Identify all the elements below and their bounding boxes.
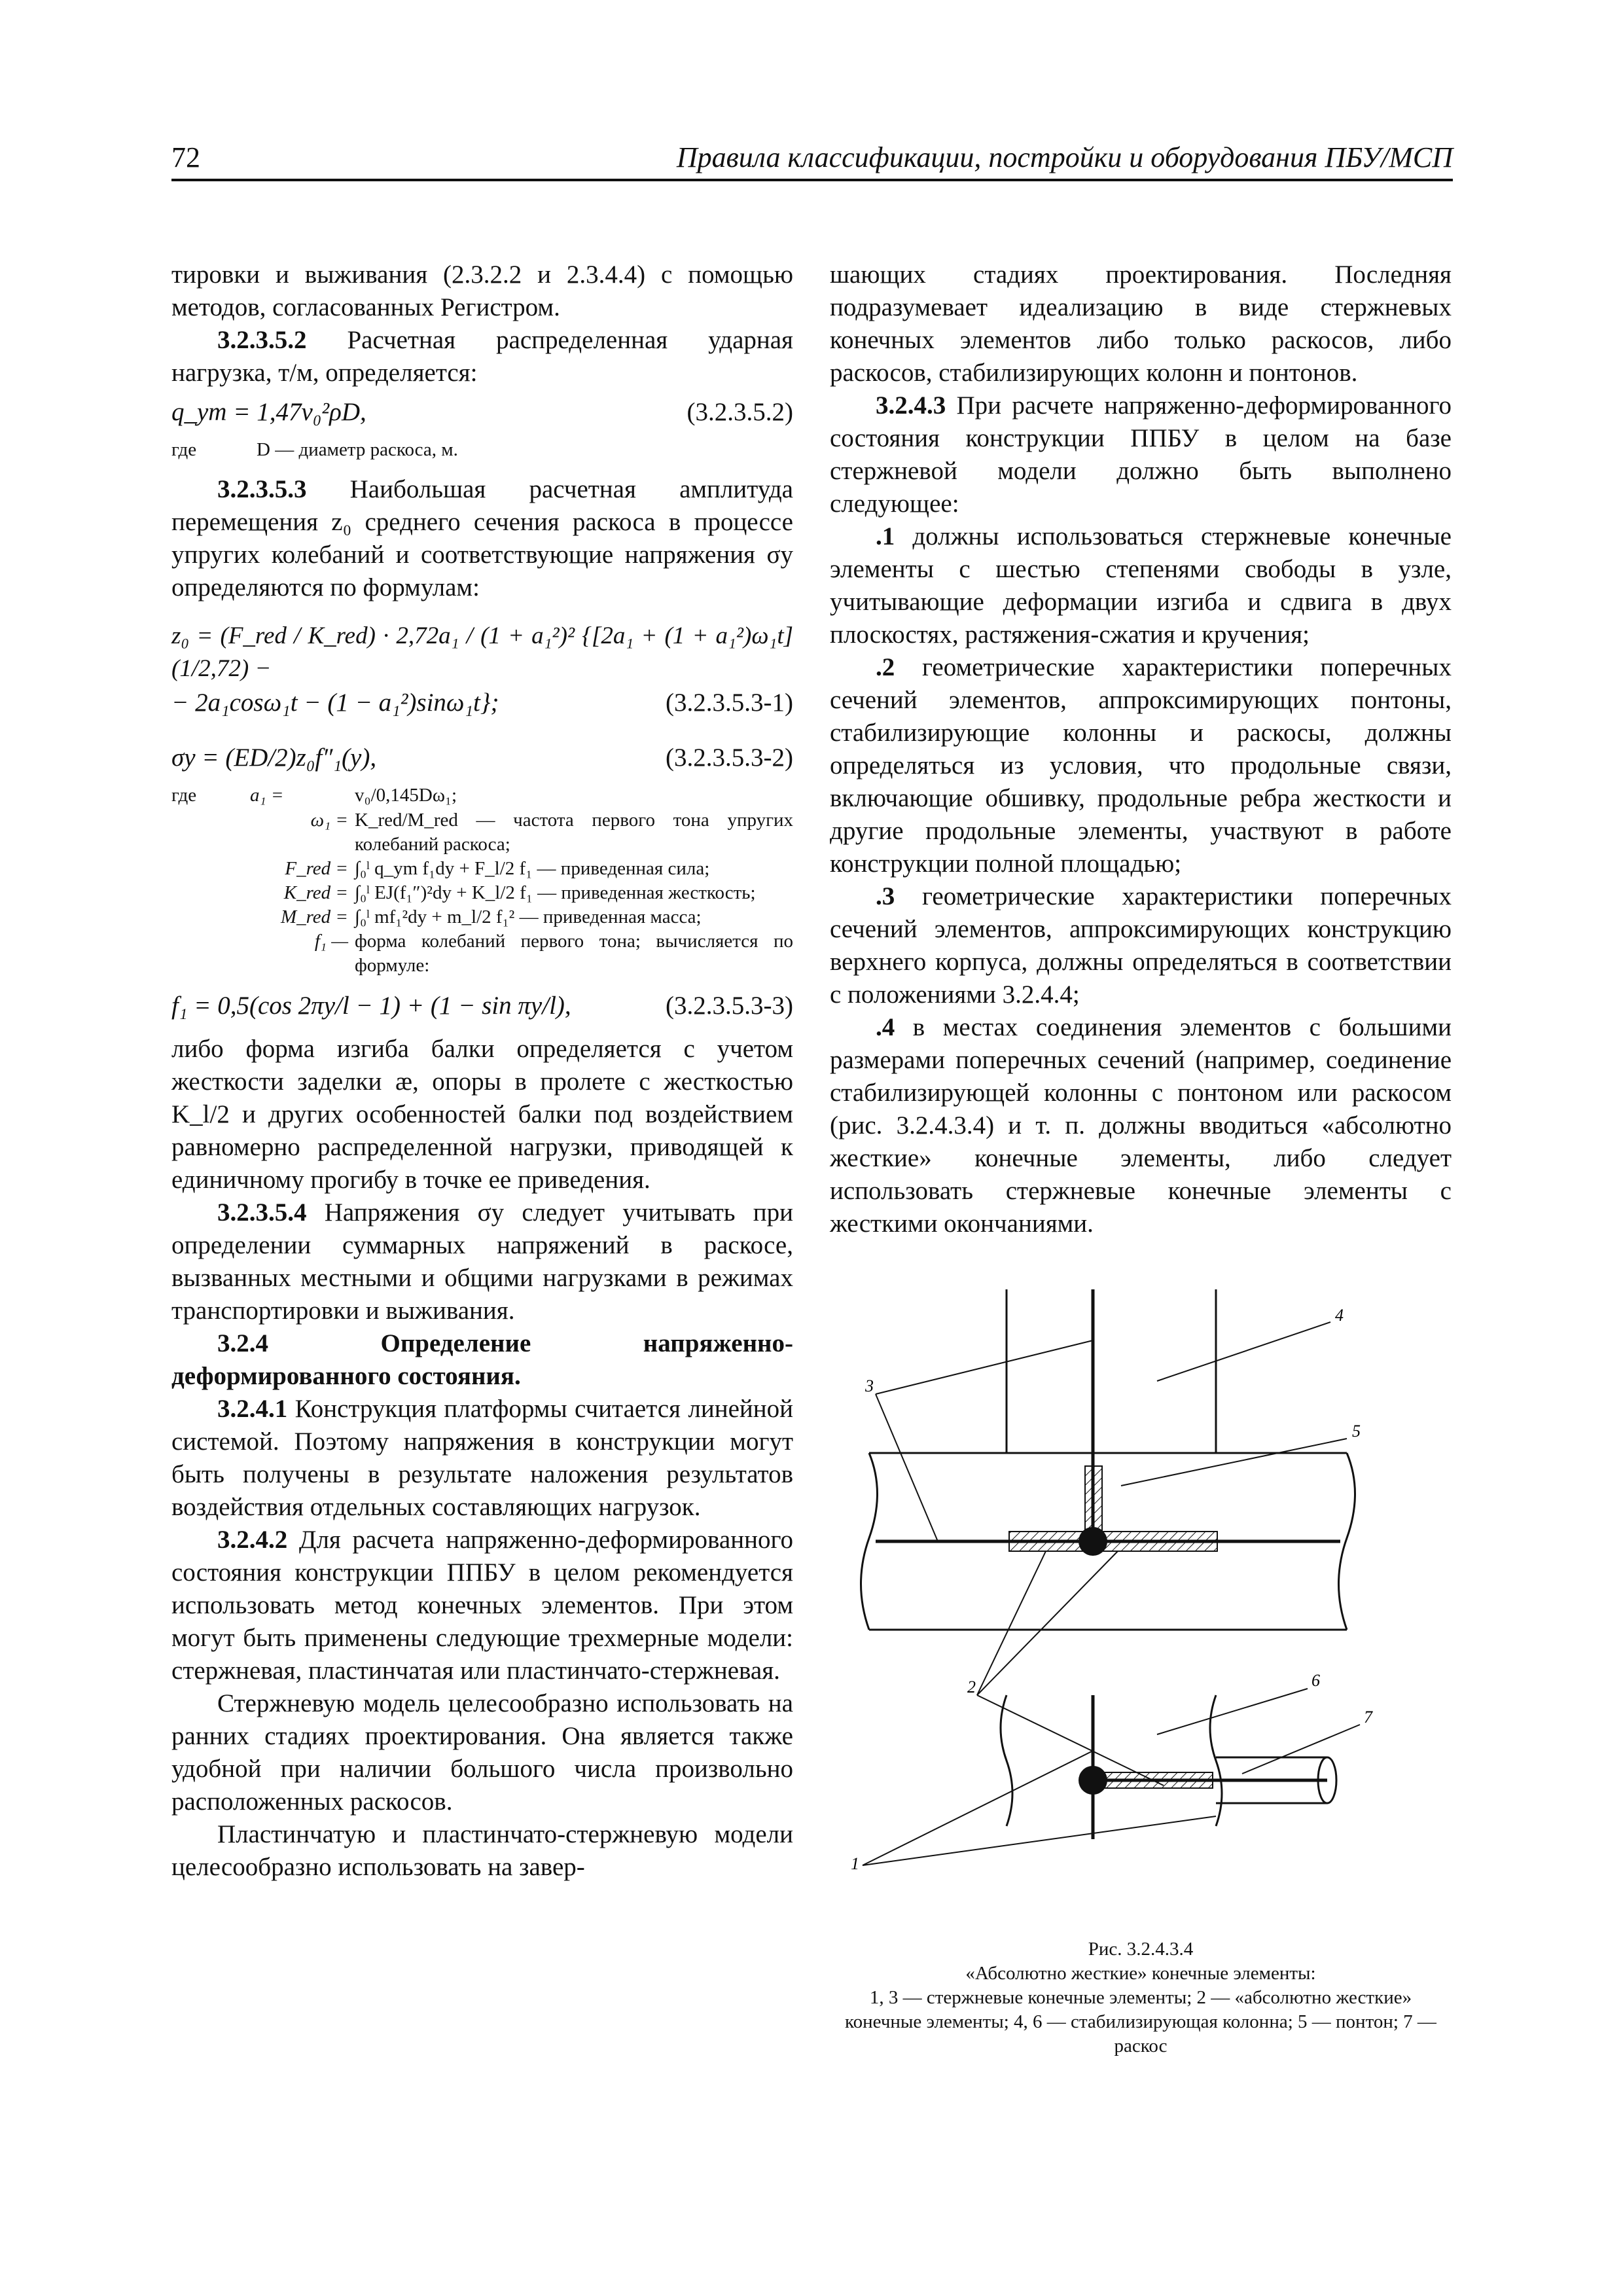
list-item-text: геометрические характеристики поперечных сечений элементов, аппроксимирующих конструкцию верхнего корпуса, должны определяться в соответствии с положениями 3.2.4.4; <box>830 882 1452 1009</box>
paragraph <box>171 324 793 389</box>
equation <box>171 987 793 1028</box>
page-number: 72 <box>171 141 200 173</box>
list-item <box>830 880 1452 1011</box>
where-item-text: ∫₀ˡ mf₁²dy + m_l/2 f₁² — приведенная масса; <box>355 906 702 927</box>
section-number: 3.2.4.3 <box>876 391 946 420</box>
break-line <box>1001 1695 1012 1826</box>
label-2: 2 <box>967 1677 976 1696</box>
formula: − 2a₁cosω₁t − (1 − a₁²)sinω₁t}; <box>171 689 499 717</box>
paragraph: либо форма изгиба балки определяется с учетом жесткости заделки æ, опоры в пролете с жесткостью K_l/2 и других особенностей балки под воздействием равномерно распределенной нагрузки, приводящей к единичному прогибу в точке ее приведения. <box>171 1035 793 1194</box>
page-header <box>171 134 1453 173</box>
equation-number: (3.2.3.5.3-3) <box>666 992 793 1020</box>
paragraph-text: Конструкция платформы считается линейной системой. Поэтому напряжения в конструкции могут быть получены в результате наложения результатов воздействия отдельных составляющих нагрузок. <box>171 1395 793 1521</box>
list-item <box>830 520 1452 651</box>
item-number: .3 <box>876 882 895 910</box>
equation <box>171 739 793 780</box>
where-clause <box>171 783 793 808</box>
break-line <box>1339 1453 1355 1630</box>
where-item-text: форма колебаний первого тона; вычисляется по формуле: <box>355 931 793 976</box>
paragraph <box>171 1393 793 1524</box>
list-item-text: должны использоваться стержневые конечные элементы с шестью степенями свободы в узле, учитывающие деформации изгиба и сдвига в двух плоскостях, растяжения-сжатия и кручения; <box>830 522 1452 649</box>
section-number: 3.2.3.5.2 <box>217 326 307 354</box>
paragraph-text: Расчетная распределенная ударная нагрузка, т/м, определяется: <box>171 326 793 387</box>
break-line <box>861 1453 878 1630</box>
label-7: 7 <box>1364 1708 1372 1727</box>
figure-caption <box>830 1937 1452 2058</box>
where-item-text: ∫₀ˡ EJ(f₁″)²dy + K_l/2 f₁ — приведенная жесткость; <box>355 882 756 903</box>
paragraph <box>171 1196 793 1327</box>
where-item-symbol: ω₁ = <box>310 810 348 831</box>
equation-number: (3.2.3.5.3-2) <box>666 744 793 772</box>
equation-number: (3.2.3.5.3-1) <box>666 689 793 717</box>
caption-legend: 1, 3 — стержневые конечные элементы; 2 — «абсолютно жесткие» конечные элементы; 4, 6 — стабилизирующая колонна; 5 — понтон; 7 — раскос <box>845 1987 1436 2056</box>
where-word: где <box>171 785 197 806</box>
list-item <box>830 651 1452 880</box>
label-1: 1 <box>851 1854 859 1873</box>
where-item-symbol: a₁ = <box>250 785 284 806</box>
where-item-text: K_red/M_red — частота первого тона упругих колебаний раскоса; <box>355 810 793 855</box>
where-item <box>250 808 793 857</box>
section-heading: 3.2.4 Определение напряженно-деформированного состояния. <box>171 1329 793 1390</box>
paragraph-text: Наибольшая расчетная амплитуда перемещения z₀ среднего сечения раскоса в процессе упругих колебаний и соответствующие напряжения σy определяются по формулам: <box>171 475 793 601</box>
rigid-element-brace <box>1101 1772 1213 1788</box>
where-item <box>250 881 793 905</box>
where-item <box>250 905 793 929</box>
item-number: .1 <box>876 522 895 550</box>
where-item-symbol: K_red = <box>283 882 348 903</box>
bottom-view <box>1001 1695 1336 1839</box>
label-4: 4 <box>1335 1306 1344 1325</box>
node <box>1079 1527 1107 1556</box>
formula: σy = (ED/2)z₀f″₁(y), <box>171 744 377 772</box>
paragraph: Пластинчатую и пластинчато-стержневую модели целесообразно использовать на завер- <box>171 1820 793 1881</box>
list-item <box>830 1011 1452 1240</box>
paragraph-text: Напряжения σy следует учитывать при определении суммарных напряжений в раскосе, вызванных местными и общими нагрузками в режимах транспортировки и выживания. <box>171 1198 793 1325</box>
where-item-symbol: F_red = <box>285 858 348 879</box>
label-3: 3 <box>865 1376 874 1395</box>
where-item <box>250 929 793 978</box>
where-item <box>250 857 793 881</box>
list-item-text: геометрические характеристики поперечных сечений элементов, аппроксимирующих понтоны, стабилизирующие колонны и раскосы, должны определяться из условия, что продольные связи, включающие обшивку, продольные ребра жесткости и другие продольные элементы, участвуют в работе конструкции полной площадью; <box>830 653 1452 878</box>
running-title: Правила классификации, постройки и оборудования ПБУ/МСП <box>676 141 1453 173</box>
formula: f₁ = 0,5(cos 2πy/l − 1) + (1 − sin πy/l), <box>171 992 571 1020</box>
label-5: 5 <box>1352 1422 1361 1441</box>
item-number: .2 <box>876 653 895 681</box>
rigid-element-horizontal <box>1009 1532 1217 1551</box>
right-column <box>830 259 1452 1240</box>
section-number: 3.2.3.5.4 <box>217 1198 307 1227</box>
figure-rigid-elements <box>849 1276 1373 1892</box>
where-clause <box>171 438 793 464</box>
paragraph <box>171 473 793 604</box>
caption-title: Рис. 3.2.4.3.4 <box>1088 1939 1194 1960</box>
section-number: 3.2.3.5.3 <box>217 475 307 503</box>
section-number: 3.2.4.1 <box>217 1395 288 1423</box>
paragraph <box>830 389 1452 520</box>
node <box>1079 1766 1107 1795</box>
where-item-text: ∫₀ˡ q_ym f₁dy + F_l/2 f₁ — приведенная сила; <box>355 858 710 879</box>
where-item-text: v₀/0,145Dω₁; <box>355 785 457 806</box>
left-column <box>171 259 793 1884</box>
paragraph <box>171 1524 793 1687</box>
where-text: D — диаметр раскоса, м. <box>257 439 458 460</box>
section-number: 3.2.4.2 <box>217 1526 288 1554</box>
caption-subtitle: «Абсолютно жесткие» конечные элементы: <box>965 1963 1316 1984</box>
paragraph-text: При расчете напряженно-деформированного состояния конструкции ППБУ в целом на базе стержневой модели должно быть выполнено следующее: <box>830 391 1452 518</box>
header-rule <box>171 179 1453 181</box>
item-number: .4 <box>876 1013 895 1041</box>
paragraph: Стержневую модель целесообразно использовать на ранних стадиях проектирования. Она является также удобной при наличии большого числа произвольно расположенных раскосов. <box>171 1689 793 1816</box>
equation <box>171 393 793 434</box>
list-item-text: в местах соединения элементов с большими размерами поперечных сечений (например, соединение стабилизирующей колонны с понтоном или раскосом (рис. 3.2.4.3.4) и т. п. должны вводиться «абсолютно жесткие» конечные элементы, либо следует использовать стержневые конечные элементы с жесткими окончаниями. <box>830 1013 1452 1238</box>
equation <box>171 684 793 725</box>
equation-number: (3.2.3.5.2) <box>687 398 793 426</box>
equation <box>171 617 793 680</box>
label-6: 6 <box>1311 1671 1320 1690</box>
where-item-symbol: f₁ — <box>314 931 348 952</box>
paragraph: тировки и выживания (2.3.2.2 и 2.3.4.4) с помощью методов, согласованных Регистром. <box>171 260 793 321</box>
paragraph-text: Для расчета напряженно-деформированного состояния конструкции ППБУ в целом рекомендуется использовать метод конечных элементов. При этом могут быть применены следующие трехмерные модели: стержневая, пластинчатая или пластинчато-стержневая. <box>171 1526 793 1685</box>
formula: q_ym = 1,47v₀²ρD, <box>171 398 366 426</box>
top-view <box>861 1289 1355 1630</box>
where-item-symbol: M_red = <box>280 906 348 927</box>
paragraph: шающих стадиях проектирования. Последняя подразумевает идеализацию в виде стержневых конечных элементов либо только раскосов, либо раскосов, стабилизирующих колонн и понтонов. <box>830 260 1452 387</box>
where-word: где <box>171 439 197 460</box>
formula: z₀ = (F_red / K_red) · 2,72a₁ / (1 + a₁²)² {[2a₁ + (1 + a₁²)ω₁t](1/2,72) − <box>171 622 793 682</box>
